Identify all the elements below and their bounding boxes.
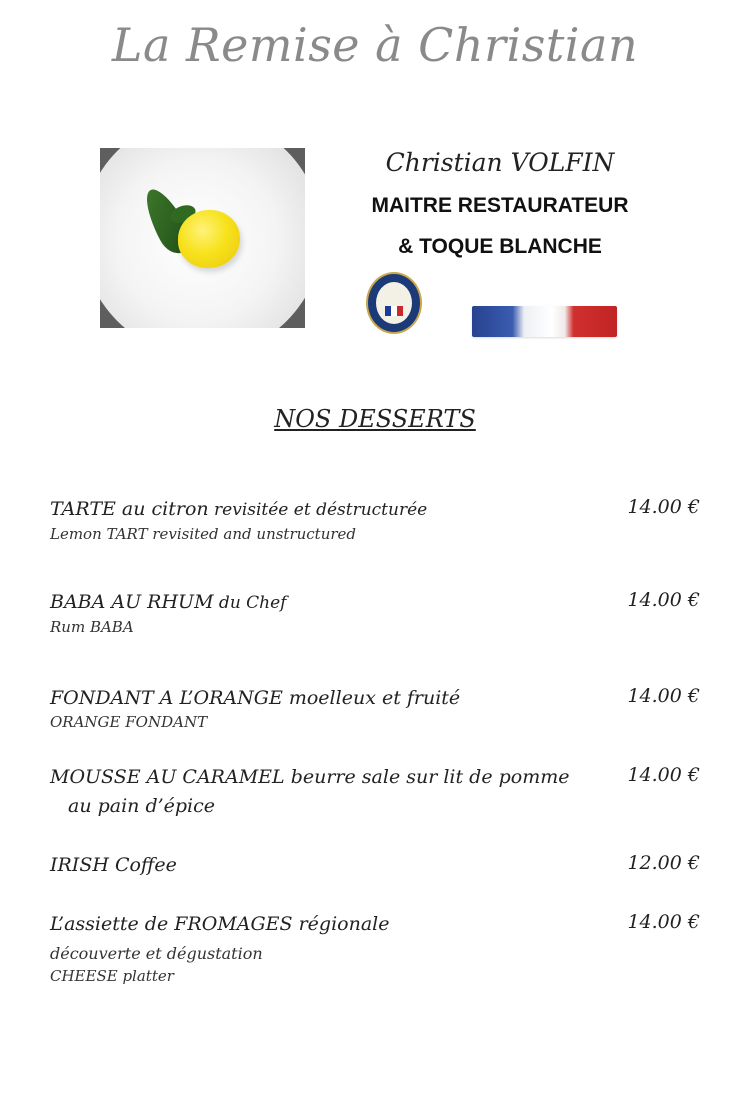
item-detail: revisitée et déstructurée (208, 500, 428, 520)
item-price: 14.00 € (627, 911, 700, 933)
french-flag-icon (472, 306, 617, 337)
restaurant-title: La Remise à Christian (111, 18, 639, 72)
item-detail: du Chef (213, 593, 287, 613)
item-price: 14.00 € (627, 764, 700, 786)
item-description: découverte et dégustation (50, 944, 263, 963)
chef-title-2: & TOQUE BLANCHE (398, 235, 602, 258)
section-title: NOS DESSERTS (274, 405, 476, 433)
item-translation: CHEESE platter (50, 967, 174, 985)
item-main-continued: au pain d’épice (68, 795, 216, 817)
toque-blanche-seal-icon (366, 272, 422, 334)
menu-item (50, 589, 700, 638)
item-price: 12.00 € (627, 852, 700, 874)
menu-item (50, 496, 700, 545)
chef-name: Christian VOLFIN (385, 148, 615, 177)
item-price: 14.00 € (627, 589, 700, 611)
menu-item (50, 685, 700, 733)
menu-item (50, 911, 700, 987)
lemon-dessert-shape (178, 210, 240, 268)
item-main: TARTE au citron (50, 498, 209, 520)
item-main: IRISH Coffee (50, 854, 177, 876)
item-price: 14.00 € (627, 685, 700, 707)
item-translation: Lemon TART revisited and unstructured (50, 525, 357, 543)
item-main: MOUSSE AU CARAMEL beurre sale sur lit de pomme (50, 766, 570, 788)
item-main: FONDANT A L’ORANGE moelleux et fruité (50, 687, 461, 709)
item-price: 14.00 € (627, 496, 700, 518)
item-translation: Rum BABA (50, 618, 134, 636)
menu-item (50, 852, 700, 878)
item-translation: ORANGE FONDANT (50, 713, 208, 731)
dessert-photo (100, 148, 305, 328)
item-main: L’assiette de FROMAGES régionale (50, 913, 390, 935)
chef-title-1: MAITRE RESTAURATEUR (371, 194, 629, 217)
item-main: BABA AU RHUM (50, 591, 214, 613)
menu-item (50, 764, 700, 819)
seal-inner (376, 282, 412, 324)
seal-flag-icon (385, 306, 403, 316)
